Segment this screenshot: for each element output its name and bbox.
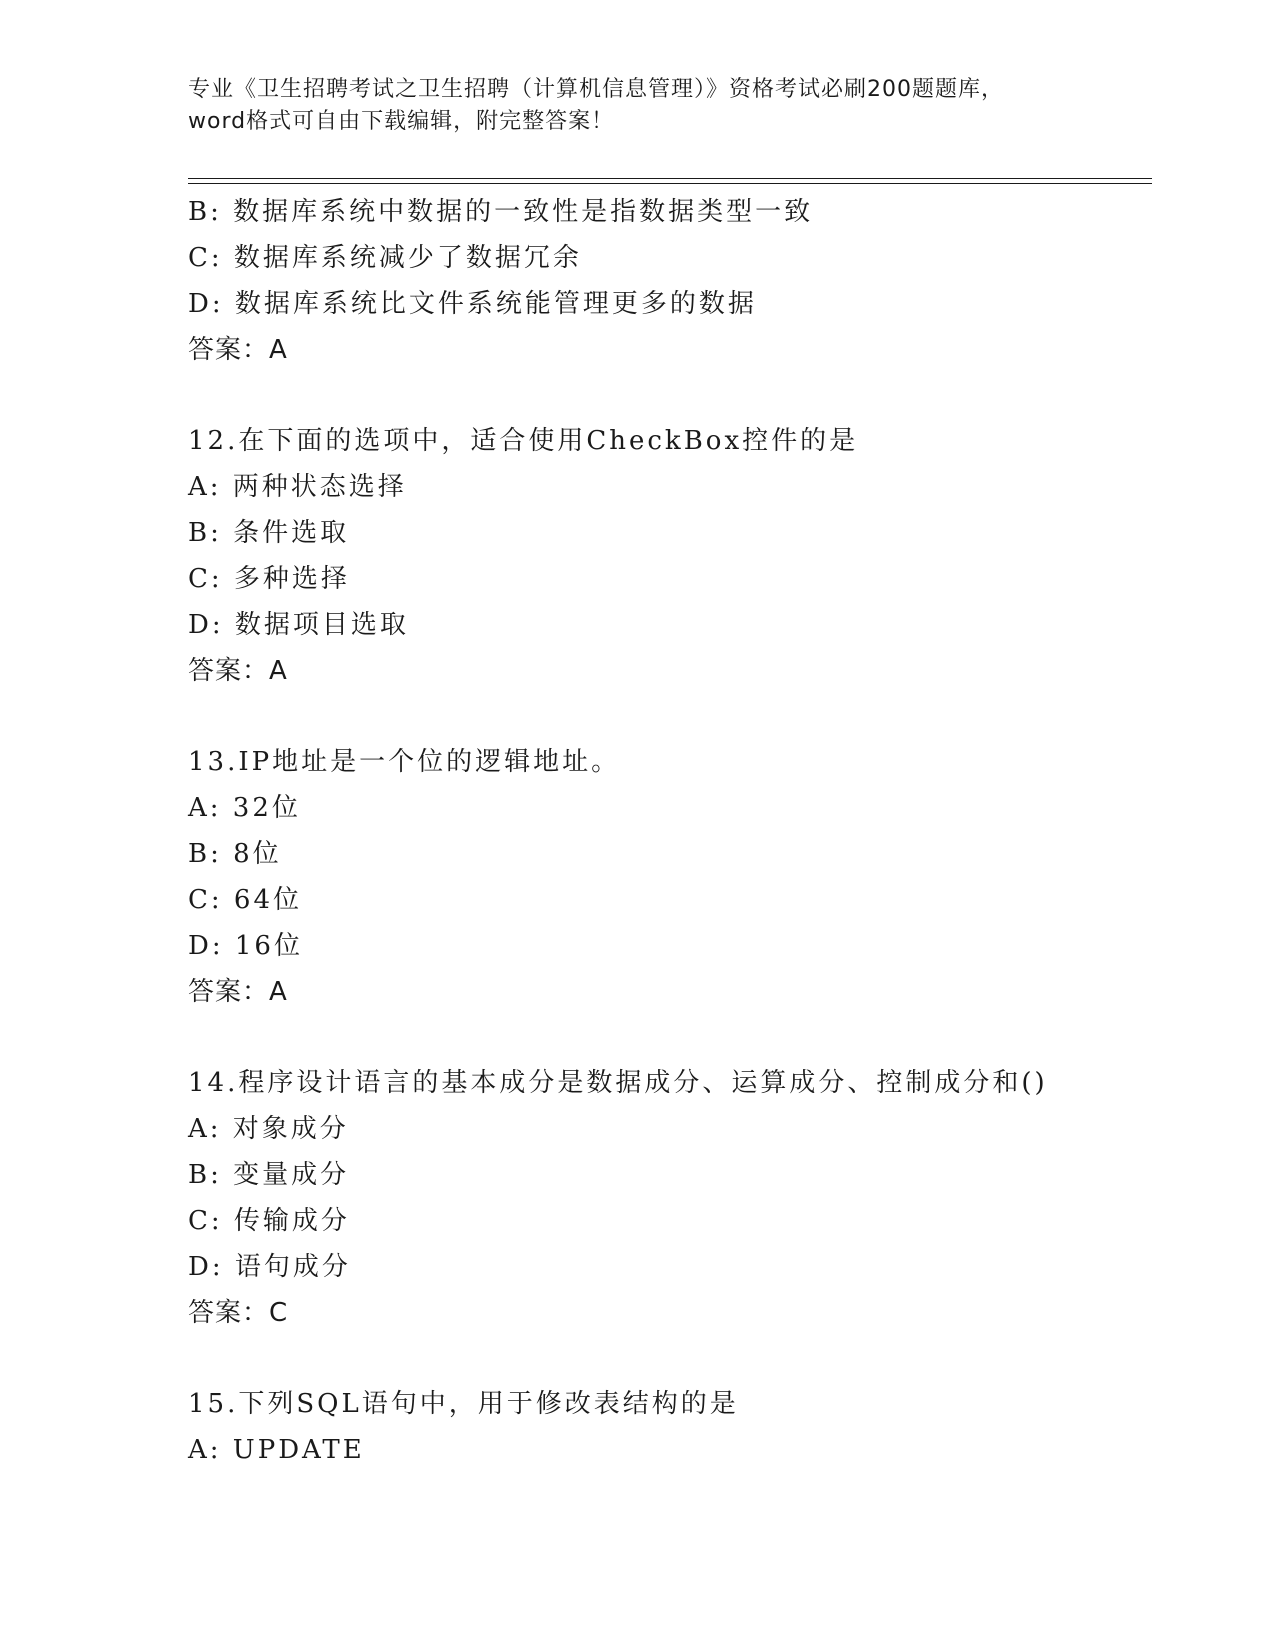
- header-divider-top: [188, 178, 1152, 179]
- option-a: A: 两种状态选择: [188, 472, 407, 502]
- answer-line: 答案：A: [188, 977, 288, 1007]
- question-block-15: [188, 1381, 1148, 1473]
- option-b: B: 数据库系统中数据的一致性是指数据类型一致: [188, 197, 814, 227]
- question-gap: [188, 1336, 1148, 1381]
- question-block-continued: [188, 189, 1148, 373]
- option-d: D: 数据项目选取: [188, 610, 409, 640]
- header-title-line-1: 专业《卫生招聘考试之卫生招聘（计算机信息管理）》资格考试必刷200题题库，: [188, 77, 1004, 102]
- option-c: C: 64位: [188, 885, 303, 915]
- question-stem: 15.下列SQL语句中，用于修改表结构的是: [188, 1389, 739, 1419]
- option-c: C: 数据库系统减少了数据冗余: [188, 243, 582, 273]
- option-b: B: 8位: [188, 839, 282, 869]
- option-d: D: 16位: [188, 931, 303, 961]
- option-c: C: 传输成分: [188, 1206, 350, 1236]
- option-a: A: 32位: [188, 793, 301, 823]
- question-stem: 12.在下面的选项中，适合使用CheckBox控件的是: [188, 426, 859, 456]
- question-gap: [188, 694, 1148, 739]
- question-list: [188, 189, 1148, 1473]
- answer-line: 答案：C: [188, 1298, 289, 1328]
- option-d: D: 语句成分: [188, 1252, 351, 1282]
- question-stem: 13.IP地址是一个位的逻辑地址。: [188, 747, 621, 777]
- header-title-line-2: word格式可自由下载编辑，附完整答案！: [188, 109, 615, 134]
- question-block-14: [188, 1060, 1148, 1336]
- answer-line: 答案：A: [188, 335, 288, 365]
- document-header: [188, 74, 1088, 138]
- option-a: A: UPDATE: [188, 1435, 365, 1465]
- answer-line: 答案：A: [188, 656, 288, 686]
- question-gap: [188, 373, 1148, 418]
- option-a: A: 对象成分: [188, 1114, 349, 1144]
- question-block-13: [188, 739, 1148, 1015]
- option-d: D: 数据库系统比文件系统能管理更多的数据: [188, 289, 757, 319]
- question-gap: [188, 1015, 1148, 1060]
- option-b: B: 条件选取: [188, 518, 350, 548]
- option-b: B: 变量成分: [188, 1160, 350, 1190]
- header-divider-bottom: [188, 183, 1152, 184]
- option-c: C: 多种选择: [188, 564, 350, 594]
- question-stem: 14.程序设计语言的基本成分是数据成分、运算成分、控制成分和(): [188, 1068, 1048, 1098]
- question-block-12: [188, 418, 1148, 694]
